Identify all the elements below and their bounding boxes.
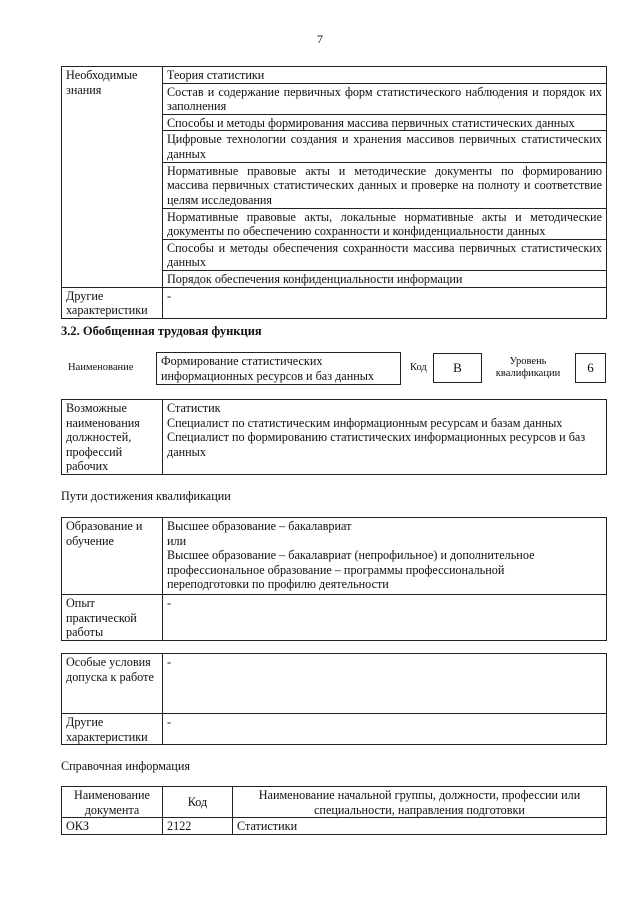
function-name-value: Формирование статистических информационных ресурсов и баз данных (161, 354, 375, 383)
education-table (61, 517, 607, 641)
position-line: Статистик (167, 401, 221, 415)
knowledge-item: Способы и методы формирования массива первичных статистических данных (163, 114, 607, 131)
reference-header-name: Наименование начальной группы, должности, профессии или специальности, направления подготовки (233, 787, 607, 818)
function-code-value: B (453, 360, 462, 375)
knowledge-label: Необходимые знания (62, 67, 163, 288)
knowledge-item: Цифровые технологии создания и хранения массивов первичных статистических данных (163, 131, 607, 162)
education-value (163, 518, 607, 595)
knowledge-item: Способы и методы обеспечения сохранности массива первичных статистических данных (163, 239, 607, 270)
special-conditions-label: Особые условия допуска к работе (62, 654, 163, 714)
knowledge-item: Теория статистики (163, 67, 607, 84)
reference-cell-code: 2122 (163, 818, 233, 835)
reference-table (61, 786, 607, 835)
experience-value: - (163, 595, 607, 641)
other-characteristics-value: - (163, 287, 607, 318)
qualification-level-label: Уровень квалификации (495, 356, 561, 379)
conditions-table (61, 653, 607, 745)
knowledge-item: Порядок обеспечения конфиденциальности информации (163, 270, 607, 287)
qualification-level-value: 6 (587, 360, 594, 375)
section-heading: 3.2. Обобщенная трудовая функция (61, 324, 262, 338)
other-characteristics-value: - (163, 714, 607, 745)
special-conditions-value: - (163, 654, 607, 714)
education-label: Образование и обучение (62, 518, 163, 595)
other-characteristics-label: Другие характеристики (62, 287, 163, 318)
function-code-label: Код (410, 362, 427, 373)
qualification-level-box (575, 353, 606, 383)
positions-label: Возможные наименования должностей, профессий рабочих (62, 400, 163, 475)
other-characteristics-label: Другие характеристики (62, 714, 163, 745)
knowledge-item: Состав и содержание первичных форм статистического наблюдения и порядок их заполнения (163, 83, 607, 114)
experience-label: Опыт практической работы (62, 595, 163, 641)
positions-value (163, 400, 607, 475)
table-row (62, 818, 607, 835)
reference-cell-name: Статистики (233, 818, 607, 835)
reference-heading: Справочная информация (61, 759, 190, 773)
knowledge-table (61, 66, 607, 319)
qualification-heading: Пути достижения квалификации (61, 489, 231, 503)
education-line: или (167, 533, 187, 548)
position-line: Специалист по формированию статистических информационных ресурсов и баз данных (167, 430, 586, 459)
positions-table (61, 399, 607, 475)
reference-header-document: Наименование документа (62, 787, 163, 818)
education-line: Высшее образование – бакалавриат (167, 519, 352, 533)
page-number: 7 (317, 32, 323, 46)
knowledge-item: Нормативные правовые акты и методические документы по формированию массива первичных статистических данных и проверке на полноту и соответствие целям исследования (163, 162, 607, 208)
reference-cell-document: ОКЗ (62, 818, 163, 835)
knowledge-item: Нормативные правовые акты, локальные нормативные акты и методические документы по обеспечению сохранности и конфиденциальности данных (163, 208, 607, 239)
position-line: Специалист по статистическим информационным ресурсам и базам данных (167, 415, 563, 430)
function-name-label: Наименование (68, 362, 134, 373)
reference-header-code: Код (163, 787, 233, 818)
education-line: Высшее образование – бакалавриат (непрофильное) и дополнительное профессиональное образование – программы профессиональной переподготовки по профилю деятельности (167, 548, 535, 592)
function-code-box (433, 353, 482, 383)
function-name-box (156, 352, 401, 385)
